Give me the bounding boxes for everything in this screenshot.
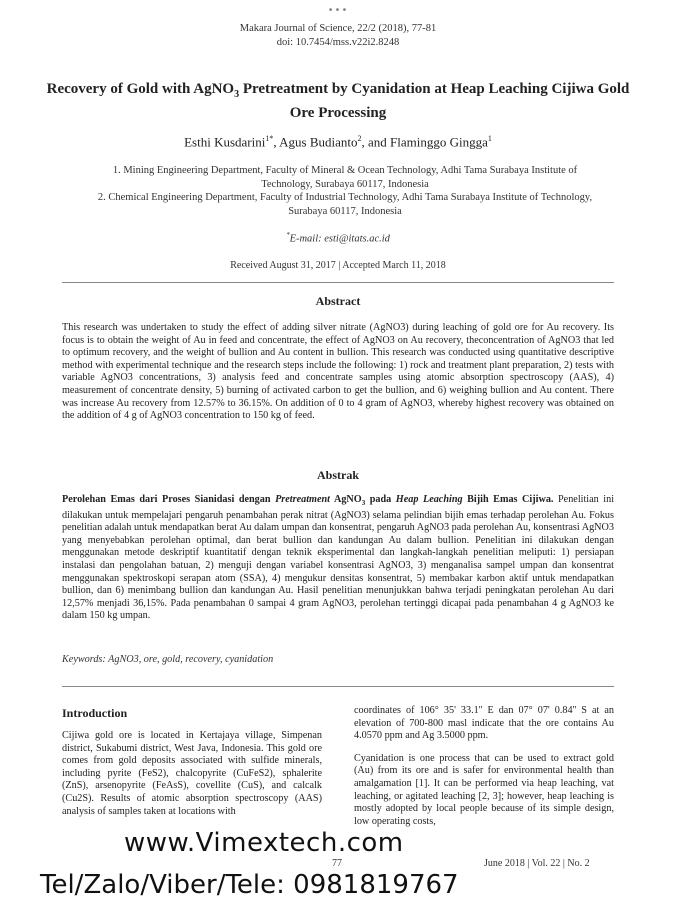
left-column <box>62 730 322 828</box>
doi[interactable]: doi: 10.7454/mss.v22i2.8248 <box>276 37 400 48</box>
author-1: Esthi Kusdarini <box>184 134 266 150</box>
title-subscript: 3 <box>234 89 240 100</box>
abstrak-title-3: pada <box>365 494 396 505</box>
issue-info: June 2018 | Vol. 22 | No. 2 <box>484 858 590 869</box>
email-marker: * <box>286 231 290 239</box>
author-1-affil: 1* <box>265 134 274 143</box>
watermark-contact: Tel/Zalo/Viber/Tele: 0981819767 <box>40 870 459 900</box>
article-title <box>40 80 636 123</box>
received-dates: Received August 31, 2017 | Accepted March 11, 2018 <box>230 260 446 271</box>
intro-right-paragraph-2: Cyanidation is one process that can be used to extract gold (Au) from its ore and is safer for environmental health than amalgamation [1]. It can be performed via heap leaching, vat leaching, or agitated leaching [2, 3]; however, heap leaching is mostly adopted by local people because of its simple design, low operating costs, <box>354 752 614 827</box>
top-bar <box>0 0 676 14</box>
page-number: 77 <box>332 858 342 869</box>
abstrak-title-italic-2: Heap Leaching <box>395 494 463 505</box>
abstrak-title-4: Bijih Emas Cijiwa. <box>462 494 554 505</box>
title-part2: Pretreatment by Cyanidation at Heap Leaching Cijiwa Gold Ore Processing <box>239 81 630 121</box>
author-list <box>0 134 676 150</box>
abstrak-title-sub: 3 <box>361 499 366 508</box>
intro-left-paragraph: Cijiwa gold ore is located in Kertajaya village, Simpenan district, Sukabumi district, West Java, Indonesia. This gold ore comes from gold deposits associated with sulfide minerals, including pyrite (FeS2), chalcopyrite (CuFeS2), sphalerite (ZnS), arsenopyrite (FeAsS), covellite (CuS), and calcalk (Cu2S). Results of atomic absorption spectroscopy (AAS) analysis of samples taken at locations with <box>62 730 322 817</box>
title-part1: Recovery of Gold with AgNO <box>46 81 235 97</box>
intro-right-paragraph-1: coordinates of 106° 35' 33.1'' E dan 07° 07' 0.84'' S at an elevation of 700-800 masl indicate that the ore contains Au 4.0570 ppm and Ag 3.5000 ppm. <box>354 705 614 742</box>
divider-top <box>62 282 614 283</box>
affiliation-1: 1. Mining Engineering Department, Faculty of Mineral & Ocean Technology, Adhi Tama Surabaya Institute of Technology, Surabaya 60117, Indonesia <box>112 165 578 190</box>
author-3-affil: 1 <box>487 134 492 143</box>
abstrak-title-2: AgNO <box>329 494 362 505</box>
abstrak-title-italic-1: Pretreatment <box>275 494 330 505</box>
watermark-website: www.Vimextech.com <box>124 828 404 858</box>
introduction-heading: Introduction <box>62 706 128 720</box>
author-2: , Agus Budianto <box>273 134 358 150</box>
right-column <box>354 705 614 838</box>
abstrak-heading: Abstrak <box>316 468 359 482</box>
affiliation-2: 2. Chemical Engineering Department, Faculty of Industrial Technology, Adhi Tama Surabaya Institute of Technology, Surabaya 60117, Indonesia <box>97 192 593 217</box>
author-2-affil: 2 <box>357 134 362 143</box>
keywords: Keywords: AgNO3, ore, gold, recovery, cyanidation <box>62 654 274 665</box>
more-options-icon[interactable]: ••• <box>327 5 349 16</box>
journal-citation: Makara Journal of Science, 22/2 (2018), 77-81 <box>239 23 437 34</box>
email-text[interactable]: E-mail: esti@itats.ac.id <box>289 233 390 245</box>
divider-bottom <box>62 686 614 687</box>
affiliations <box>90 164 600 218</box>
journal-header <box>0 22 676 50</box>
abstract-body: This research was undertaken to study the effect of adding silver nitrate (AgNO3) during leaching of gold ore for Au recovery. Its focus is to obtain the weight of Au in feed and concentrate, the effect of AgNO3 on Au recovery, theconcentration of AgNO3 that led to optimum recovery, and the weight of bullion and Au content in bullion. This research was conducted using quantitative descriptive method with experimental technique and the research steps include the following: 1) rock and treatment plant preparation, 2) tests with variable AgNO3 concentrations, 3) analysis feed and concentrate samples using atomic absorption spectroscopy (AAS), 4) measurement of concentrate density, 5) burning of activated carbon to get the bullion, and 6) weighing bullion and Au content. There was increase Au recovery from 12.57% to 36.15%. On addition of 0 to 4 gram of AgNO3, whereby highest recovery was obtained on the addition of 4 g of AgNO3 concentration to 150 kg of feed. <box>62 322 614 422</box>
abstrak-section <box>62 494 614 623</box>
abstrak-body: Penelitian ini dilakukan untuk mempelajari pengaruh penambahan perak nitrat (AgNO3) selama pelindian bijih emas terhadap perolehan Au. Fokus penelitian adalah untuk mendapatkan berat Au dalam umpan dan konsentrat, pengaruh AgNO3 pada perolehan Au, konsentrasi AgNO3 yang menyebabkan perolehan optimal, dan berat bullion dan kandungan Au dalam bullion. Penelitian ini dilakukan dengan menggunakan metode deskriptif kuantitatif dengan teknik eksperimental dan langkah-langkah penelitian meliputi: 1) persiapan instalasi dan pengolahan batuan, 2) menguji dengan variabel konsentrasi AgNO3, 3) menganalisa sampel umpan dan konsentrat menggunakan spektroskopi serapan atom (SSA), 4) mengukur densitas konsentrat, 5) membakar karbon aktif untuk mendapatkan bullion, dan 6) menimbang bullion dan kandungan Au. Hasil penelitian menunjukkan bahwa terjadi peningkatan perolehan Au dari 12,57% menjadi 36,15%. Pada penambahan 0 sampai 4 gram AgNO3, perolehan tertinggi dicapai pada penambahan 4 g AgNO3 ke dalam 150 kg umpan. <box>62 494 615 622</box>
corresponding-email <box>0 231 676 245</box>
abstrak-title-1: Perolehan Emas dari Proses Sianidasi dengan <box>62 494 276 505</box>
author-3: , and Flaminggo Gingga <box>361 134 488 150</box>
abstract-heading: Abstract <box>315 294 361 308</box>
